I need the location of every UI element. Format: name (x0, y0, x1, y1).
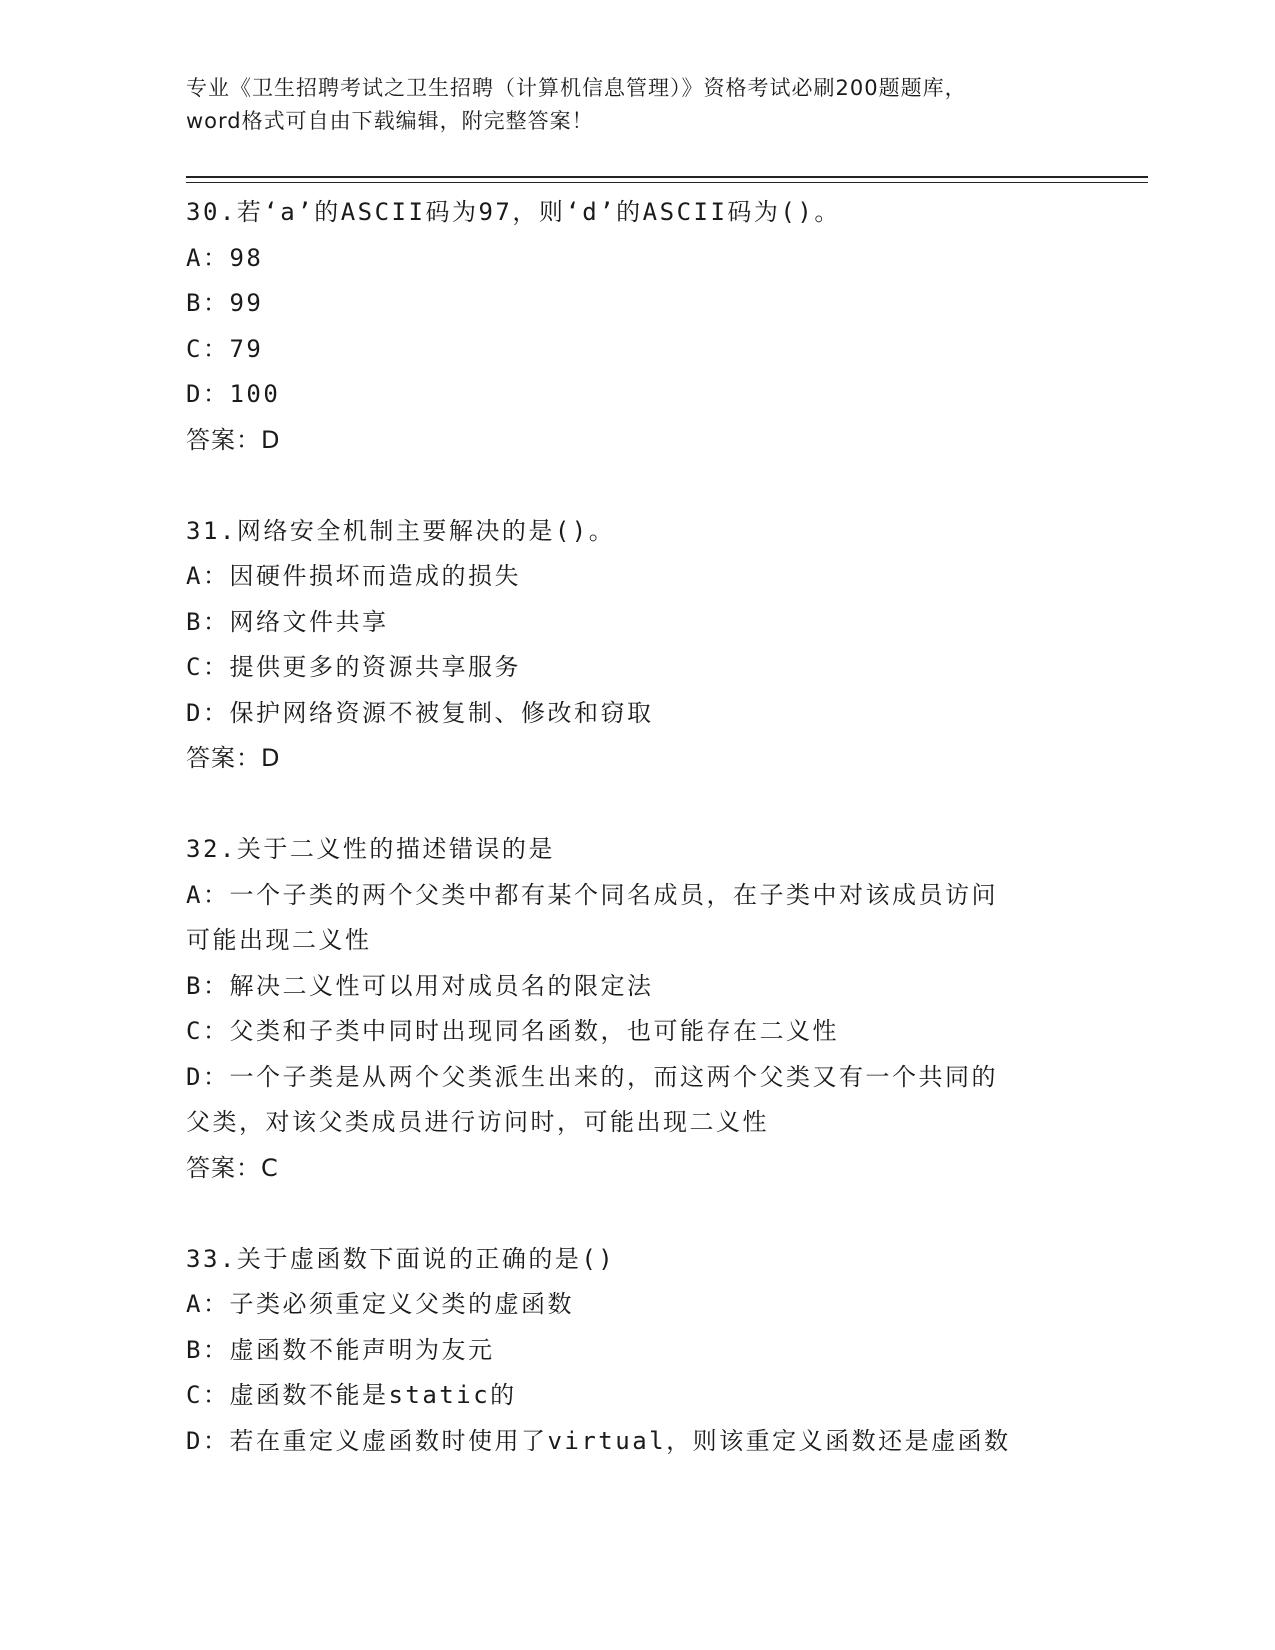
option-d-continued: 父类，对该父类成员进行访问时，可能出现二义性 (186, 1108, 769, 1136)
spacer (186, 463, 1086, 509)
question-stem: 33.关于虚函数下面说的正确的是() (186, 1244, 616, 1273)
spacer (186, 782, 1086, 828)
question-30 (186, 190, 1086, 463)
question-stem: 32.关于二义性的描述错误的是 (186, 835, 555, 863)
option-a: A：一个子类的两个父类中都有某个同名成员，在子类中对该成员访问 (186, 880, 998, 909)
option-c: C：提供更多的资源共享服务 (186, 653, 521, 681)
spacer (186, 1191, 1086, 1237)
option-a: A：因硬件损坏而造成的损失 (186, 562, 521, 590)
option-d: D：一个子类是从两个父类派生出来的，而这两个父类又有一个共同的 (186, 1062, 998, 1091)
option-b: B：99 (186, 289, 264, 317)
header-rule-thin (186, 182, 1148, 183)
question-31 (186, 509, 1086, 782)
option-a: A：子类必须重定义父类的虚函数 (186, 1290, 574, 1318)
question-32 (186, 827, 1086, 1191)
document-header (186, 72, 1086, 138)
header-rule-thick (186, 176, 1148, 178)
option-d: D：保护网络资源不被复制、修改和窃取 (186, 698, 654, 727)
option-a: A：98 (186, 243, 264, 272)
option-d: D：若在重定义虚函数时使用了virtual，则该重定义函数还是虚函数 (186, 1426, 1011, 1455)
header-line-1: 专业《卫生招聘考试之卫生招聘（计算机信息管理）》资格考试必刷200题题库， (186, 76, 967, 100)
answer-line: 答案：D (186, 425, 281, 454)
option-c: C：虚函数不能是static的 (186, 1381, 517, 1409)
option-b: B：虚函数不能声明为友元 (186, 1335, 495, 1364)
answer-line: 答案：C (186, 1153, 279, 1182)
question-33 (186, 1237, 1086, 1465)
option-b: B：网络文件共享 (186, 607, 389, 636)
option-c: C：父类和子类中同时出现同名函数，也可能存在二义性 (186, 1017, 839, 1045)
option-c: C：79 (186, 334, 264, 363)
question-list (186, 190, 1086, 1464)
header-line-2: word格式可自由下载编辑，附完整答案！ (186, 109, 594, 133)
option-b: B：解决二义性可以用对成员名的限定法 (186, 971, 654, 1000)
option-a-continued: 可能出现二义性 (186, 926, 372, 954)
question-stem: 30.若‘a’的ASCII码为97，则‘d’的ASCII码为()。 (186, 198, 841, 226)
question-stem: 31.网络安全机制主要解决的是()。 (186, 516, 616, 545)
answer-line: 答案：D (186, 744, 281, 772)
option-d: D：100 (186, 380, 281, 408)
